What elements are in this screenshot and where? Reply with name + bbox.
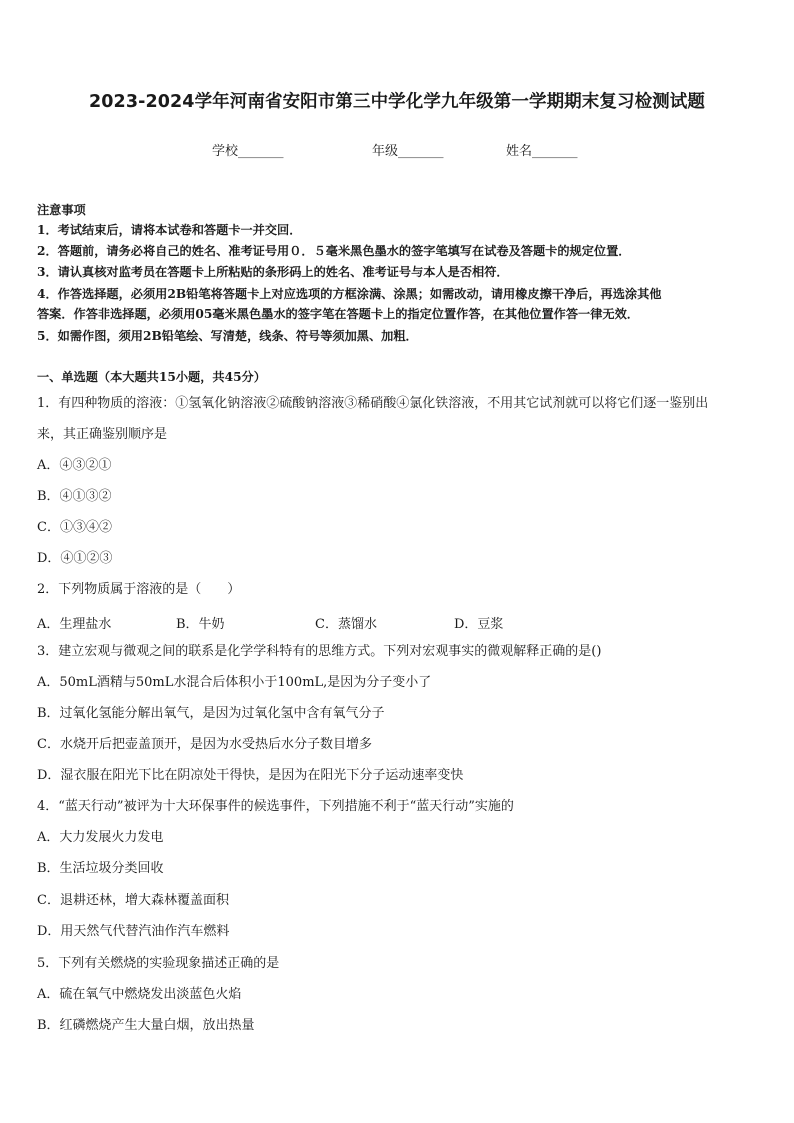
question-3-option-a: A．50mL酒精与50mL水混合后体积小于100mL,是因为分子变小了 [37, 675, 432, 690]
question-3-option-b: B．过氧化氢能分解出氧气，是因为过氧化氢中含有氧气分子 [37, 706, 385, 721]
question-1-option-b: B．④①③② [37, 489, 112, 504]
question-3-option-d: D．湿衣服在阳光下比在阴凉处干得快，是因为在阳光下分子运动速率变快 [37, 768, 464, 783]
question-2-option-b: B．牛奶 [176, 617, 225, 632]
question-5-option-a: A．硫在氧气中燃烧发出淡蓝色火焰 [37, 987, 242, 1002]
question-4-option-a: A．大力发展火力发电 [37, 830, 164, 845]
question-5-option-b: B．红磷燃烧产生大量白烟，放出热量 [37, 1018, 255, 1033]
question-4-option-c: C．退耕还林，增大森林覆盖面积 [37, 893, 229, 908]
question-3-option-c: C．水烧开后把壶盖顶开，是因为水受热后水分子数目增多 [37, 737, 372, 752]
question-1-option-a: A．④③②① [37, 458, 112, 473]
grade-field [372, 140, 444, 159]
name-label: 姓名 [506, 144, 533, 159]
question-4-option-b: B．生活垃圾分类回收 [37, 861, 164, 876]
question-2-option-c: C．蒸馏水 [315, 617, 377, 632]
question-3-stem: 3．建立宏观与微观之间的联系是化学学科特有的思维方式。下列对宏观事实的微观解释正确的是() [37, 644, 602, 659]
question-5-stem: 5．下列有关燃烧的实验现象描述正确的是 [37, 956, 280, 971]
notice-item: 5．如需作图，须用2B铅笔绘、写清楚，线条、符号等须加黑、加粗． [37, 329, 418, 343]
name-blank: _______ [532, 144, 578, 159]
question-1-stem: 1．有四种物质的溶液：①氢氧化钠溶液②硫酸钠溶液③稀硝酸④氯化铁溶液，不用其它试剂就可以将它们逐一鉴别出 [37, 396, 709, 411]
notice-item: 1．考试结束后，请将本试卷和答题卡一并交回． [37, 223, 302, 237]
name-field [506, 140, 578, 159]
notice-item: 答案．作答非选择题，必须用05毫米黑色墨水的签字笔在答题卡上的指定位置作答，在其他位置作答一律无效． [37, 307, 639, 321]
exam-title: 2023-2024学年河南省安阳市第三中学化学九年级第一学期期末复习检测试题 [89, 92, 705, 112]
grade-blank: _______ [398, 144, 444, 159]
question-1-option-c: C．①③④② [37, 520, 112, 535]
question-4-stem: 4．“蓝天行动”被评为十大环保事件的候选事件，下列措施不利于“蓝天行动”实施的 [37, 799, 514, 814]
question-2-option-a: A．生理盐水 [37, 617, 112, 632]
notice-item: 2．答题前，请务必将自己的姓名、准考证号用０．５毫米黑色墨水的签字笔填写在试卷及答题卡的规定位置． [37, 244, 631, 258]
notice-heading: 注意事项 [37, 203, 86, 217]
school-label: 学校 [212, 144, 239, 159]
question-1-stem-cont: 来，其正确鉴别顺序是 [37, 427, 168, 442]
question-2-option-d: D．豆浆 [454, 617, 504, 632]
section-heading: 一、单选题（本大题共15小题，共45分） [37, 370, 266, 384]
question-1-option-d: D．④①②③ [37, 551, 113, 566]
question-4-option-d: D．用天然气代替汽油作汽车燃料 [37, 924, 230, 939]
grade-label: 年级 [372, 144, 399, 159]
question-2-stem: 2．下列物质属于溶液的是（ ） [37, 582, 241, 597]
notice-item: 4．作答选择题，必须用2B铅笔将答题卡上对应选项的方框涂满、涂黑；如需改动，请用橡皮擦干净后，再选涂其他 [37, 287, 662, 301]
school-blank: _______ [238, 144, 284, 159]
notice-item: 3．请认真核对监考员在答题卡上所粘贴的条形码上的姓名、准考证号与本人是否相符． [37, 265, 509, 279]
school-field [212, 140, 284, 159]
